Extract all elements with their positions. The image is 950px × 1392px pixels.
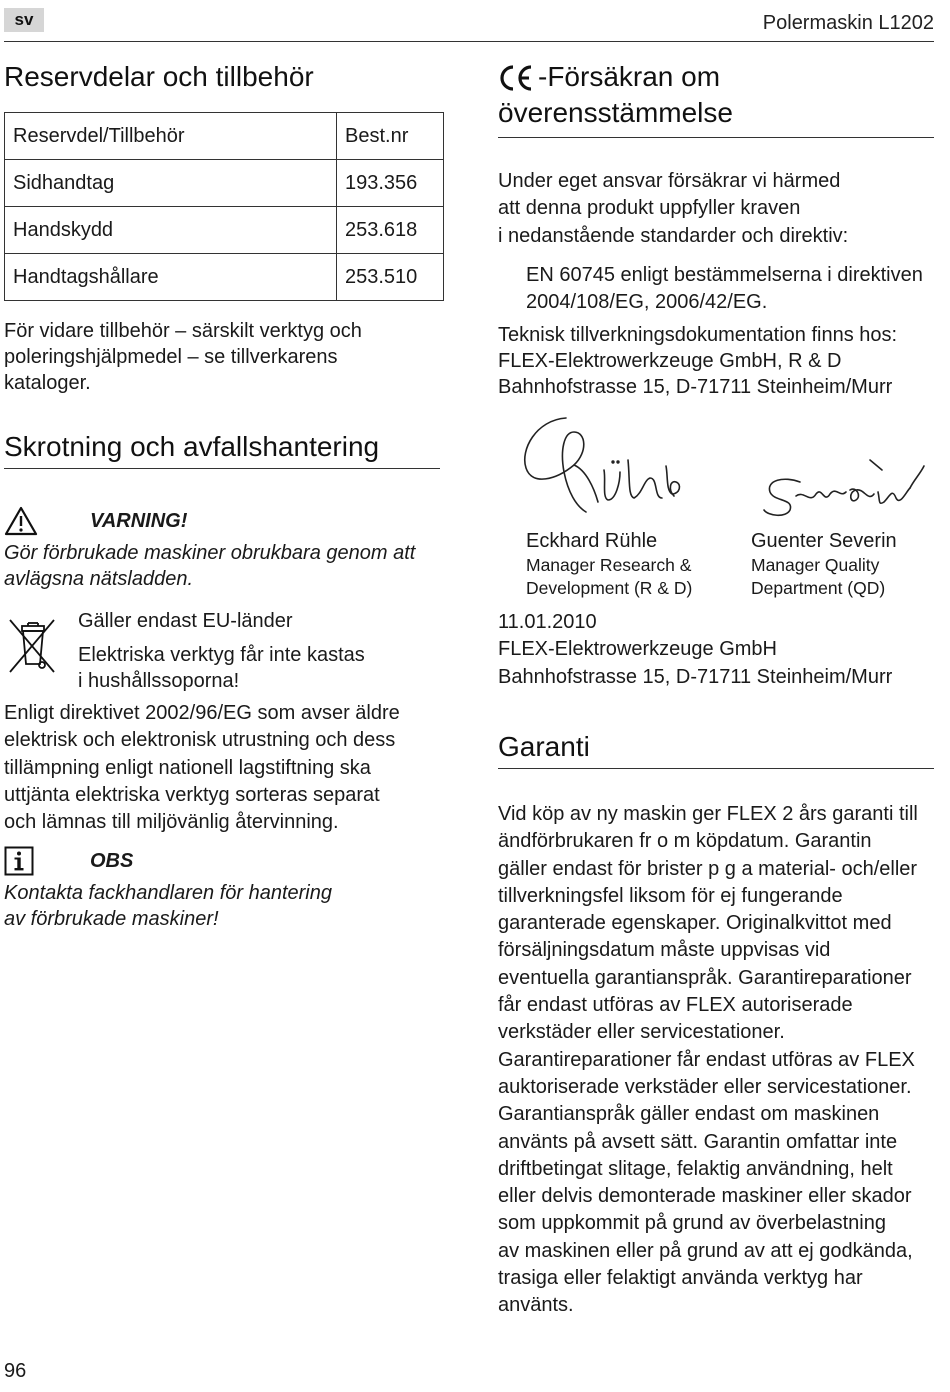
signatory-role-line: Manager Research & [526, 555, 692, 575]
text-line: Kontakta fackhandlaren för hantering [4, 882, 332, 904]
part-name: Handtagshållare [5, 254, 337, 301]
table-row [5, 207, 444, 254]
text-line: För vidare tillbehör – särskilt verktyg och [4, 320, 362, 342]
column-header-order-number: Best.nr [337, 113, 444, 160]
part-name: Handskydd [5, 207, 337, 254]
language-badge: sv [4, 8, 44, 32]
text-line: Enligt direktivet 2002/96/EG som avser äldre [4, 702, 400, 724]
text-line: som uppkommit på grund av överbelastning [498, 1212, 886, 1235]
conformity-heading-line-1: -Försäkran om [538, 61, 721, 92]
text-line: att denna produkt uppfyller kraven [498, 197, 801, 220]
parts-table [4, 112, 444, 301]
company-address: Bahnhofstrasse 15, D-71711 Steinheim/Murr [498, 665, 893, 688]
text-line: driftbetingat slitage, felaktig användning, helt [498, 1157, 893, 1180]
order-number: 253.618 [337, 207, 444, 254]
text-line: FLEX-Elektrowerkzeuge GmbH, R & D [498, 350, 842, 372]
warning-triangle-icon [4, 506, 38, 541]
signature-severin [760, 452, 940, 529]
text-line: och lämnas till miljövänlig återvinning. [4, 811, 339, 834]
text-line: EN 60745 enligt bestämmelserna i direktiven [526, 264, 923, 286]
text-line: tillverkningsfel liksom för ej fungerande [498, 884, 843, 907]
text-line: uttjänta elektriska verktyg sorteras separat [4, 783, 380, 806]
technical-documentation [498, 322, 938, 400]
signatory-role-line: Manager Quality [751, 555, 880, 575]
part-name: Sidhandtag [5, 160, 337, 207]
signatory-role-line: Development (R & D) [526, 578, 693, 598]
text-line: gäller endast för brister p g a material- och/eller [498, 857, 918, 880]
disposal-divider [4, 468, 440, 469]
text-line: använts. [498, 1294, 574, 1317]
header-divider [4, 41, 934, 42]
text-line: Elektriska verktyg får inte kastas [78, 644, 365, 666]
signature-ruehle [516, 410, 696, 525]
document-title: Polermaskin L1202 [762, 12, 934, 34]
text-line: försäljningsdatum måste uppvisas vid [498, 939, 831, 962]
warranty-divider [498, 768, 934, 769]
directive-text [4, 700, 444, 836]
warranty-text [498, 801, 943, 1320]
conformity-intro [498, 168, 938, 250]
text-line: Under eget ansvar försäkrar vi härmed [498, 170, 841, 192]
declaration-date: 11.01.2010 [498, 611, 597, 633]
text-line: kataloger. [4, 372, 91, 394]
eu-only-label: Gäller endast EU-länder [78, 610, 293, 632]
column-header-part: Reservdel/Tillbehör [5, 113, 337, 160]
parts-table-header-row [5, 113, 444, 160]
text-line: 2004/108/EG, 2006/42/EG. [526, 291, 768, 314]
text-line: Teknisk tillverkningsdokumentation finns hos: [498, 324, 898, 346]
order-number: 193.356 [337, 160, 444, 207]
crossed-out-bin-icon [6, 614, 58, 681]
text-line: Gör förbrukade maskiner obrukbara genom att [4, 542, 416, 564]
warning-label: VARNING! [90, 510, 188, 532]
eu-disposal-text [78, 642, 448, 694]
page-number: 96 [4, 1360, 27, 1382]
text-line: i nedanstående standarder och direktiv: [498, 224, 849, 247]
text-line: trasiga eller felaktigt använda verktyg har [498, 1267, 863, 1290]
text-line: Vid köp av ny maskin ger FLEX 2 års garanti till [498, 803, 918, 825]
text-line: eventuella garantianspråk. Garantireparationer [498, 966, 912, 989]
text-line: Garantireparationer får endast utföras av FLEX [498, 1048, 915, 1071]
text-line: garanterade egenskaper. Originalkvittot med [498, 912, 892, 935]
order-number: 253.510 [337, 254, 444, 301]
note-label: OBS [90, 850, 134, 872]
signatory-2 [751, 528, 941, 600]
table-row [5, 160, 444, 207]
warning-text [4, 540, 444, 592]
text-line: i hushållssoporna! [78, 670, 240, 692]
text-line: elektrisk och elektronisk utrustning och dess [4, 729, 396, 752]
signatory-role-line: Department (QD) [751, 578, 886, 598]
parts-heading: Reservdelar och tillbehör [4, 61, 314, 92]
text-line: ändförbrukaren fr o m köpdatum. Garantin [498, 830, 872, 853]
text-line: verkstäder eller servicestationer. [498, 1021, 785, 1044]
ce-mark-icon [498, 64, 534, 97]
warranty-heading: Garanti [498, 731, 590, 762]
text-line: av förbrukade maskiner! [4, 908, 219, 930]
text-line: poleringshjälpmedel – se tillverkarens [4, 346, 338, 368]
disposal-heading: Skrotning och avfallshantering [4, 431, 380, 462]
company-name: FLEX-Elektrowerkzeuge GmbH [498, 638, 777, 661]
text-line: använts på avsett sätt. Garantin omfattar inte [498, 1130, 898, 1153]
accessories-note [4, 318, 444, 396]
text-line: Bahnhofstrasse 15, D-71711 Steinheim/Murr [498, 376, 893, 398]
standards-text [526, 262, 946, 317]
text-line: auktoriserade verkstäder eller servicestationer. [498, 1075, 912, 1098]
text-line: Garantianspråk gäller endast om maskinen [498, 1103, 880, 1126]
info-icon [4, 846, 34, 881]
table-row [5, 254, 444, 301]
text-line: av maskinen eller på grund av att ej godkända, [498, 1239, 913, 1262]
text-line: avlägsna nätsladden. [4, 568, 194, 590]
signatory-1 [526, 528, 746, 600]
conformity-heading-line-2: överensstämmelse [498, 97, 733, 128]
conformity-issuer [498, 609, 938, 691]
signatory-name: Guenter Severin [751, 530, 897, 552]
conformity-divider [498, 137, 934, 138]
note-text [4, 880, 444, 932]
signatory-name: Eckhard Rühle [526, 530, 658, 552]
text-line: får endast utföras av FLEX autoriserade [498, 994, 853, 1017]
text-line: tillämpning enligt nationell lagstiftning ska [4, 756, 371, 779]
text-line: eller delvis demonterade maskiner eller skador [498, 1185, 912, 1208]
